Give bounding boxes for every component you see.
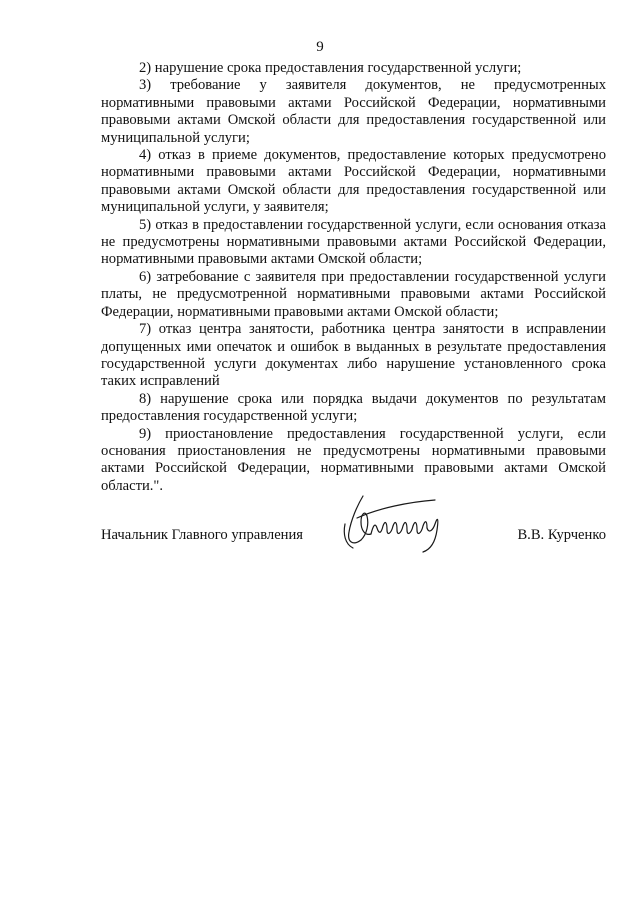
document-body [101, 60, 606, 495]
list-item: 3) требование у заявителя документов, не предусмотренных нормативными правовыми актами Российской Федерации, нормативными правовыми актами Омской области для предоставления государственной или муниципальной услуги; [101, 77, 606, 146]
list-item: 6) затребование с заявителя при предоставлении государственной услуги платы, не предусмотренной нормативными правовыми актами Российской Федерации, нормативными правовыми актами Омской области; [101, 268, 606, 320]
list-item: 8) нарушение срока или порядка выдачи документов по результатам предоставления государственной услуги; [101, 390, 606, 425]
page-number: 9 [316, 39, 324, 55]
list-item: 2) нарушение срока предоставления государственной услуги; [139, 60, 522, 76]
list-item: 9) приостановление предоставления государственной услуги, если основания приостановления не предусмотрены нормативными правовыми актами Российской Федерации, нормативными правовыми актами Омской области.". [101, 425, 606, 494]
signatory-name: В.В. Курченко [517, 527, 606, 543]
signature-block [101, 490, 606, 560]
list-item: 4) отказ в приеме документов, предоставление которых предусмотрено нормативными правовыми актами Российской Федерации, нормативными правовыми актами Омской области для предоставления государственной или муниципальной услуги, у заявителя; [101, 147, 606, 216]
list-item: 5) отказ в предоставлении государственной услуги, если основания отказа не предусмотрены нормативными правовыми актами Российской Федерации, нормативными правовыми актами Омской области; [101, 216, 606, 268]
list-item: 7) отказ центра занятости, работника центра занятости в исправлении допущенных ими опечаток и ошибок в выданных в результате предоставления государственной услуги документах либо нарушение установленного срока таких исправлений [101, 321, 606, 390]
signatory-position: Начальник Главного управления [101, 527, 304, 543]
handwritten-signature [339, 490, 449, 560]
